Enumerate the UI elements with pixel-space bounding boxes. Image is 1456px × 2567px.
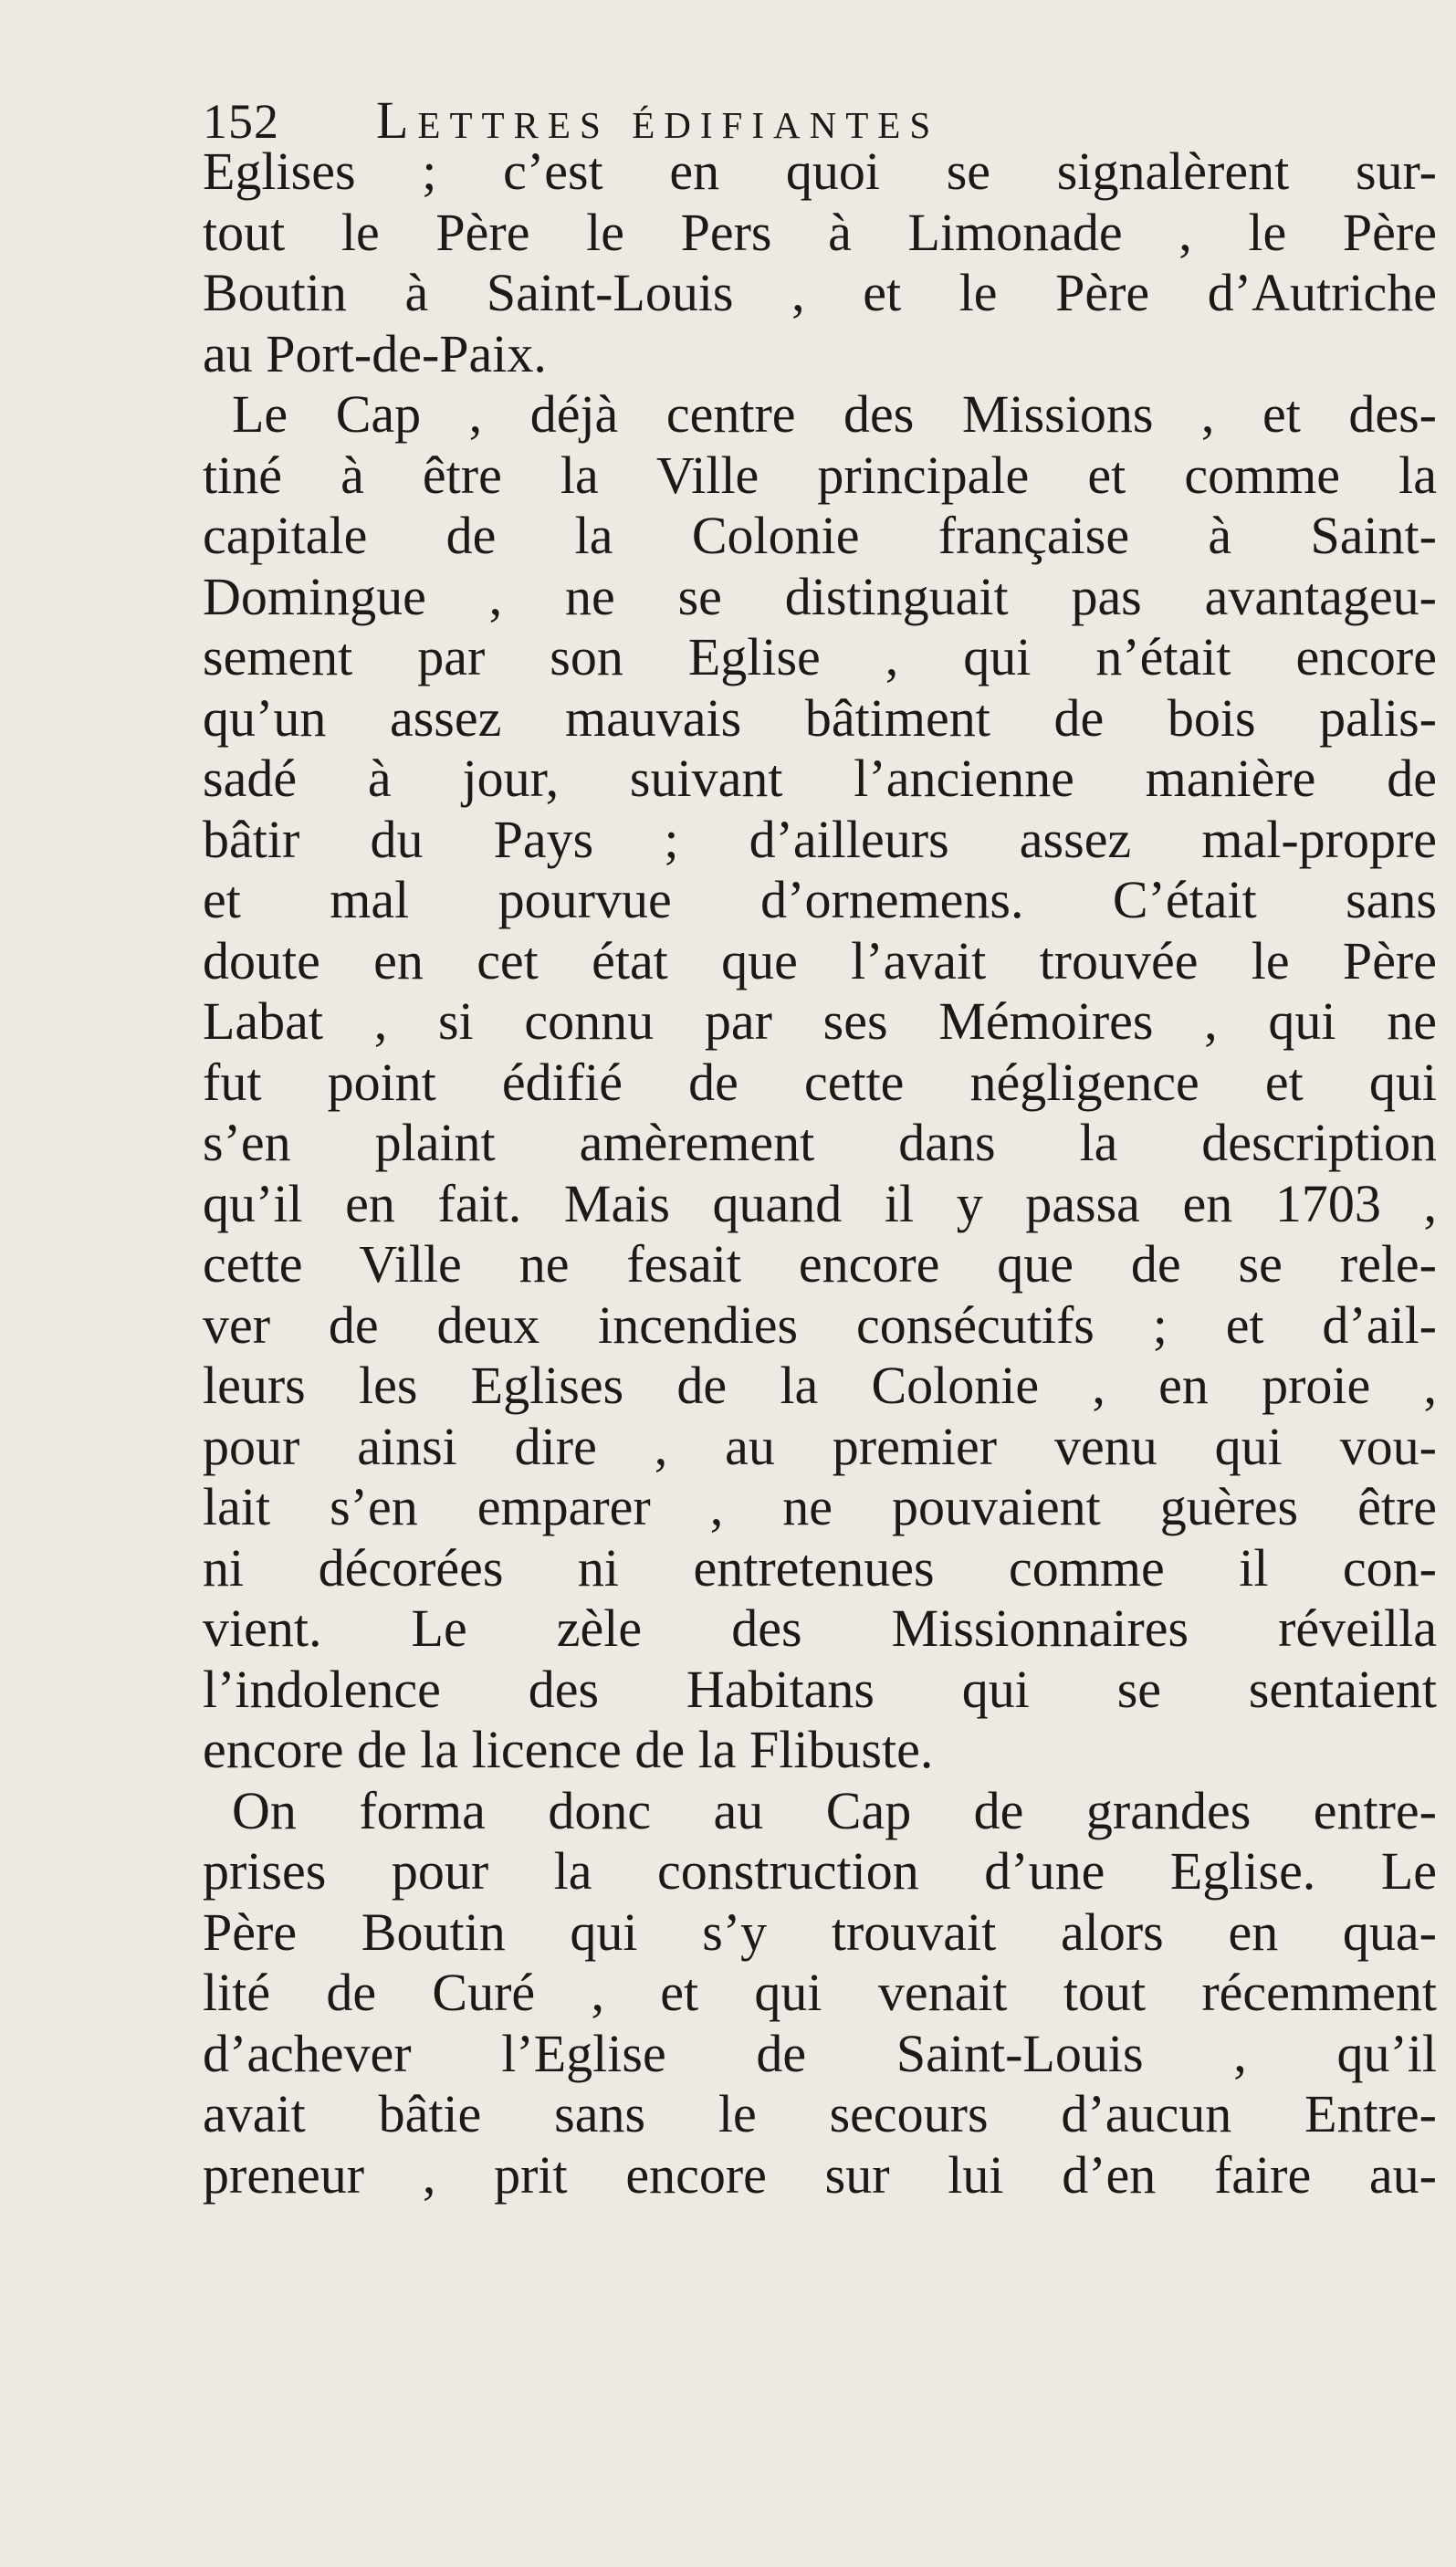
page-number: 152 — [203, 94, 279, 149]
text-line: cette Ville ne fesait encore que de se rele- — [203, 1234, 1437, 1294]
running-title: Lettres édifiantes — [376, 90, 940, 150]
text-line: et mal pourvue d’ornemens. C’était sans — [203, 870, 1437, 929]
text-line: qu’il en fait. Mais quand il y passa en 1703 , — [203, 1173, 1437, 1233]
text-line: au Port-de-Paix. — [203, 323, 547, 383]
text-line: On forma donc au Cap de grandes entre- — [232, 1780, 1437, 1840]
text-line: bâtir du Pays ; d’ailleurs assez mal-propre — [203, 809, 1437, 869]
text-line: s’en plaint amèrement dans la description — [203, 1113, 1437, 1172]
text-line: prises pour la construction d’une Eglise. Le — [203, 1841, 1437, 1901]
text-line: qu’un assez mauvais bâtiment de bois palis- — [203, 687, 1437, 748]
text-line: Eglises ; c’est en quoi se signalèrent sur- — [203, 141, 1437, 201]
text-line: lité de Curé , et qui venait tout récemment — [203, 1963, 1437, 2022]
text-line: ni décorées ni entretenues comme il con- — [203, 1537, 1437, 1598]
text-line: sadé à jour, suivant l’ancienne manière de — [203, 749, 1437, 808]
paragraph — [203, 1781, 1437, 2206]
text-line: sement par son Eglise , qui n’était encore — [203, 627, 1437, 686]
text-line: fut point édifié de cette négligence et qui — [203, 1052, 1437, 1112]
text-line: encore de la licence de la Flibuste. — [203, 1720, 934, 1779]
text-line: tiné à être la Ville principale et comme la — [203, 445, 1437, 505]
text-line: preneur , prit encore sur lui d’en faire au- — [203, 2144, 1437, 2205]
paragraph — [203, 384, 1437, 1781]
text-line: capitale de la Colonie française à Saint- — [203, 506, 1437, 565]
paragraph — [203, 141, 1437, 384]
text-line: Boutin à Saint-Louis , et le Père d’Autriche — [203, 263, 1437, 322]
text-line: Père Boutin qui s’y trouvait alors en qua- — [203, 1902, 1437, 1962]
text-line: ver de deux incendies consécutifs ; et d’ail- — [203, 1294, 1437, 1355]
text-line: avait bâtie sans le secours d’aucun Entre- — [203, 2084, 1437, 2143]
text-line: Labat , si connu par ses Mémoires , qui ne — [203, 991, 1437, 1051]
text-line: Le Cap , déjà centre des Missions , et des- — [232, 384, 1437, 444]
text-line: vient. Le zèle des Missionnaires réveilla — [203, 1598, 1437, 1658]
body-text — [203, 141, 1437, 2206]
text-line: pour ainsi dire , au premier venu qui vou- — [203, 1416, 1437, 1476]
text-line: lait s’en emparer , ne pouvaient guères être — [203, 1477, 1437, 1536]
text-line: Domingue , ne se distinguait pas avantageu- — [203, 566, 1437, 626]
text-line: leurs les Eglises de la Colonie , en proie , — [203, 1356, 1437, 1415]
text-line: l’indolence des Habitans qui se sentaient — [203, 1659, 1437, 1719]
text-line: tout le Père le Pers à Limonade , le Père — [203, 202, 1437, 262]
text-line: doute en cet état que l’avait trouvée le Père — [203, 930, 1437, 990]
text-line: d’achever l’Eglise de Saint-Louis , qu’il — [203, 2023, 1437, 2083]
